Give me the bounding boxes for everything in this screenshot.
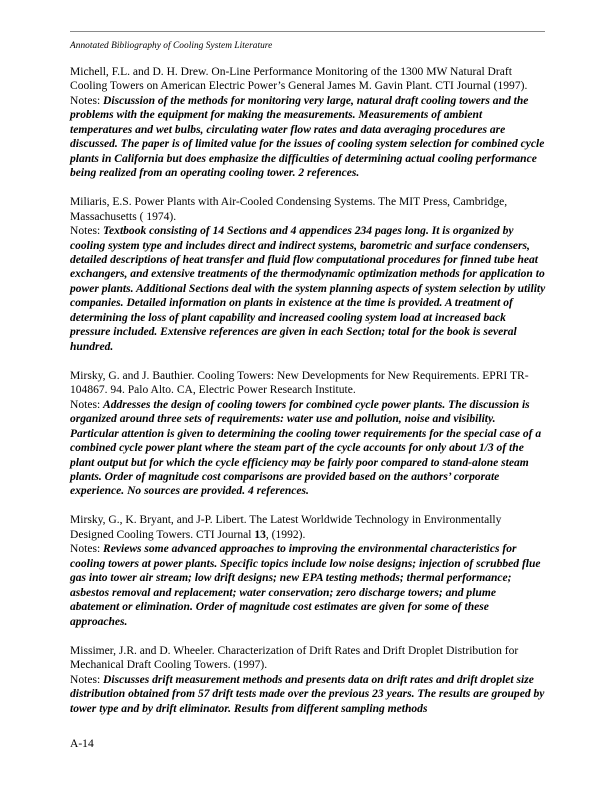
entry-citation xyxy=(70,513,546,542)
bibliography-entries xyxy=(70,65,546,716)
notes-label: Notes: xyxy=(70,398,104,411)
entry-citation: Michell, F.L. and D. H. Drew. On-Line Performance Monitoring of the 1300 MW Natural Draft Cooling Towers on American Electric Power’s General James M. Gavin Plant. CTI Journal (1997). xyxy=(70,66,528,93)
entry-notes: Addresses the design of cooling towers for combined cycle power plants. The discussion is organized around three sets of requirements: water use and pollution, noise and visibility. Particular attention is given to determining the cooling tower requirements for the special case of a combined cycle power plant where the steam part of the cycle accounts for only about 1/3 of the plant output but for which the cycle efficiency may be fairly poor compared to stand-alone steam plants. Order of magnitude cost comparisons are provided based on the authors’ corporate experience. No sources are provided. 4 references. xyxy=(70,398,542,498)
notes-label: Notes: xyxy=(70,225,104,238)
bibliography-entry xyxy=(70,65,546,181)
entry-notes: Discusses drift measurement methods and presents data on drift rates and drift droplet size distribution obtained from 57 drift tests made over the previous 23 years. The results are grouped by tower type and by drift eliminator. Results from different sampling methods xyxy=(70,673,545,715)
entry-citation-year: , (1992). xyxy=(265,528,306,541)
entry-citation-text: Mirsky, G., K. Bryant, and J-P. Libert. The Latest Worldwide Technology in Environmentally Designed Cooling Towers. CTI Journal xyxy=(70,514,502,541)
running-head: Annotated Bibliography of Cooling System Literature xyxy=(70,41,273,51)
page-number: A-14 xyxy=(70,738,94,750)
entry-notes: Reviews some advanced approaches to improving the environmental characteristics for cooling towers at power plants. Specific topics include low noise designs; injection of scrubbed flue gas into tower air stream; low drift designs; new EPA testing methods; thermal performance; asbestos removal and replacement; water conservation; zero discharge towers; and plume abatement or elimination. Order of magnitude cost estimates are given for some of these approaches. xyxy=(70,543,541,628)
header-divider xyxy=(70,31,545,32)
entry-citation: Miliaris, E.S. Power Plants with Air-Cooled Condensing Systems. The MIT Press, Cambridge, Massachusetts ( 1974). xyxy=(70,196,508,223)
entry-notes: Textbook consisting of 14 Sections and 4 appendices 234 pages long. It is organized by cooling system type and includes direct and indirect systems, barometric and surface condensers, detailed descriptions of heat transfer and fluid flow computational procedures for finned tube heat exchangers, and extensive treatments of the thermodynamic optimization methods for application to power plants. Additional Sections deal with the system planning aspects of system selection by utility companies. Detailed information on plants in existence at the time is provided. A treatment of determining the loss of plant capability and increased cooling system load at increased back pressure included. Extensive references are given in each Section; total for the book is several hundred. xyxy=(70,225,546,353)
bibliography-entry xyxy=(70,644,546,716)
entry-citation-volume: 13 xyxy=(254,528,266,541)
entry-citation: Missimer, J.R. and D. Wheeler. Characterization of Drift Rates and Drift Droplet Distribution for Mechanical Draft Cooling Towers. (1997). xyxy=(70,644,519,672)
notes-label: Notes: xyxy=(70,94,104,107)
bibliography-entry xyxy=(70,195,546,354)
notes-label: Notes: xyxy=(70,543,104,556)
notes-label: Notes: xyxy=(70,673,104,686)
bibliography-entry xyxy=(70,369,546,499)
bibliography-entry xyxy=(70,513,546,629)
entry-citation: Mirsky, G. and J. Bauthier. Cooling Towers: New Developments for New Requirements. EPRI TR-104867. 94. Palo Alto. CA, Electric Power Research Institute. xyxy=(70,369,529,397)
entry-notes: Discussion of the methods for monitoring very large, natural draft cooling towers and the problems with the equipment for making the measurements. Measurements of ambient temperatures and wet bulbs, circulating water flow rates and data averaging procedures are discussed. The paper is of limited value for the issues of cooling system selection for combined cycle plants in California but does emphasize the difficulties of determining actual cooling performance being realized from an operating cooling tower. 2 references. xyxy=(70,94,545,180)
